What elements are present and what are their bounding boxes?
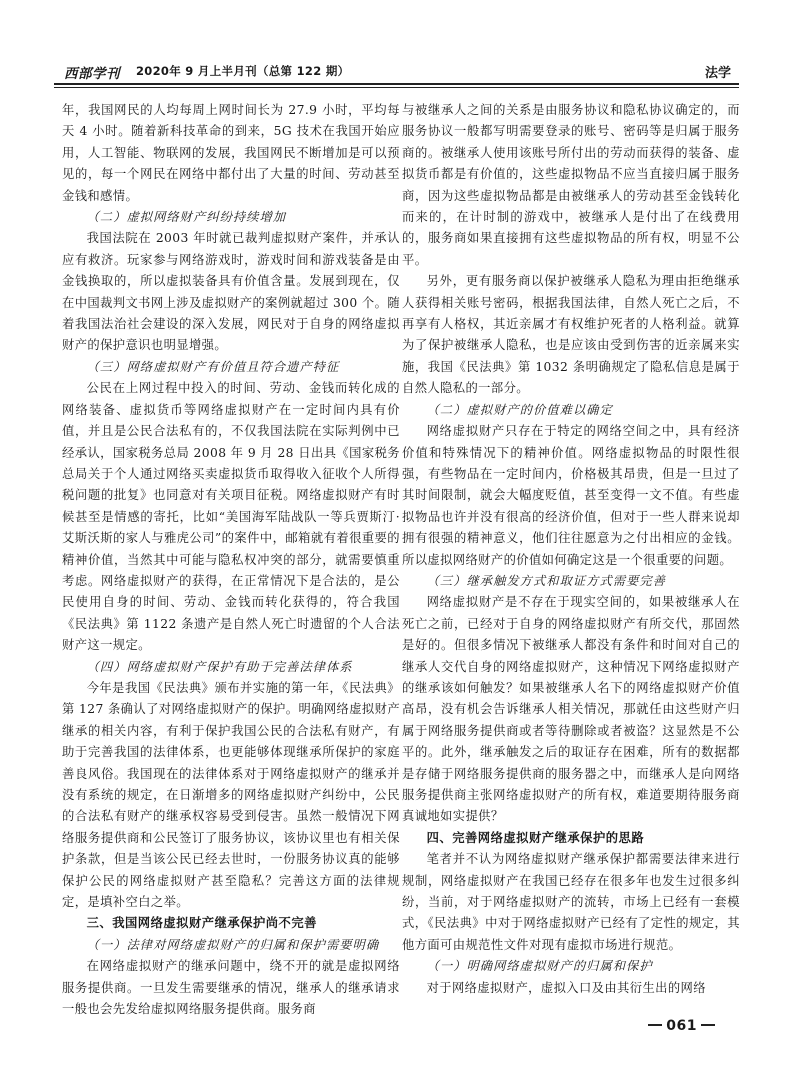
right-column [402,100,740,999]
paragraph: 对于网络虚拟财产，虚拟入口及由其衍生出的网络 [426,980,706,995]
subsection-heading: （一）法律对网络虚拟财产的归属和保护需要明确 [86,937,380,952]
paragraph: 网络虚拟财产只存在于特定的网络空间之中，具有经济价值和特殊情况下的精神价值。网络虚拟物品的时限性很强，有些物品在一定时间内，价格极其昂贵，但是一旦过了其时间限制，就会大幅度贬值，甚至变得一文不值。有些虚拟物品也许并没有很高的经济价值，但对于一些人群来说却拥有很强的精神意义，他们往往愿意为之付出相应的金钱。所以虚拟网络财产的价值如何确定这是一个很重要的问题。 [402,424,740,567]
paragraph: 笔者并不认为网络虚拟财产继承保护都需要法律来进行规制，网络虚拟财产在我国已经存在很多年也发生过很多纠纷，当前，对于网络虚拟财产的流转，市场上已经有一套模式，《民法典》中对于网络虚拟财产已经有了定性的规定，其他方面可由规范性文件对现有虚拟市场进行规范。 [402,852,740,952]
page-number-dash-left [648,1024,662,1026]
page-number [648,1018,715,1034]
subsection-heading: （三）网络虚拟财产有价值且符合遗产特征 [86,359,340,374]
subsection-heading: （二）虚拟财产的价值难以确定 [426,402,613,417]
page-number-dash-right [701,1024,715,1026]
header-rule-thin [54,87,739,88]
paragraph: 公民在上网过程中投入的时间、劳动、金钱而转化成的网络装备、虚拟货币等网络虚拟财产在一定时间内具有价值，并且是公民合法私有的，不仅我国法院在实际判例中已经承认，国家税务总局 2008 年 9 月 28 日出具《国家税务总局关于个人通过网络买卖虚拟货币取得收入征收个人所得税问题的批复》也同意对有关项目征税。网络虚拟财产有时候甚至是情感的寄托，比如“美国海军陆战队一等兵贾斯汀·艾斯沃斯的家人与雅虎公司”的案件中，邮箱就有着很重要的精神价值，当然其中可能与隐私权冲突的部分，就需要慎重考虑。网络虚拟财产的获得，在正常情况下是合法的，是公民使用自身的时间、劳动、金钱而转化获得的，符合我国《民法典》第 1122 条遗产是自然人死亡时遗留的个人合法财产这一规定。 [62,381,400,653]
paragraph: 网络虚拟财产是不存在于现实空间的，如果被继承人在死亡之前，已经对于自身的网络虚拟财产有所交代，那固然是好的。但很多情况下被继承人都没有条件和时间对自己的继承人交代自身的网络虚拟财产，这种情况下网络虚拟财产的继承该如何触发？如果被继承人名下的网络虚拟财产价值高昂，没有机会告诉继承人相关情况，那就任由这些财产归属于网络服务提供商或者等待删除或者被盗？这显然是不公平的。此外，继承触发之后的取证存在困难，所有的数据都是存储于网络服务提供商的服务器之中，而继承人是向网络服务提供商主张网络虚拟财产的所有权，难道要期待服务商真诚地如实提供？ [402,595,740,824]
left-column [62,100,400,1020]
header-rule [54,83,739,85]
paragraph: 我国法院在 2003 年时就已裁判虚拟财产案件，并承认应有救济。玩家参与网络游戏时，游戏时间和游戏装备是由金钱换取的，所以虚拟装备具有价值含量。发展到现在，仅在中国裁判文书网上涉及虚拟财产的案例就超过 300 个。随着我国法治社会建设的深入发展，网民对于自身的网络虚拟财产的保护意识也明显增强。 [62,231,401,353]
subsection-heading: （二）虚拟网络财产纠纷持续增加 [86,210,287,225]
section-name: 法学 [704,66,731,81]
paragraph: 在网络虚拟财产的继承问题中，绕不开的就是虚拟网络服务提供商。一旦发生需要继承的情况，继承人的继承请求一般也会先发给虚拟网络服务提供商。服务商 [62,959,400,1017]
journal-name: 西部学刊 [64,66,120,82]
section-heading: 三、我国网络虚拟财产继承保护尚不完善 [86,916,317,931]
paragraph: 年，我国网民的人均每周上网时间长为 27.9 小时，平均每天 4 小时。随着新科技革命的到来，5G 技术在我国开始应用，人工智能、物联网的发展，我国网民不断增加是可以预见的，每一个网民在网络中都付出了大量的时间、劳动甚至金钱和感情。 [62,103,400,203]
subsection-heading: （一）明确网络虚拟财产的归属和保护 [426,959,653,974]
running-header [54,50,739,90]
page-number-value: 061 [666,1018,697,1034]
subsection-heading: （三）继承触发方式和取证方式需要完善 [426,573,666,588]
paragraph: 与被继承人之间的关系是由服务协议和隐私协议确定的，而服务协议一般都写明需要登录的账号、密码等是归属于服务商的。被继承人使用该账号所付出的劳动而获得的装备、虚拟货币都是有价值的，这些虚拟物品不应当直接归属于服务商，因为这些虚拟物品都是由被继承人的劳动甚至金钱转化而来的，在计时制的游戏中，被继承人是付出了在线费用的，服务商如果直接拥有这些虚拟物品的所有权，明显不公平。 [402,103,740,267]
paragraph: 今年是我国《民法典》颁布并实施的第一年，《民法典》第 127 条确认了对网络虚拟财产的保护。明确网络虚拟财产继承的相关内容，有利于保护我国公民的合法私有财产，有助于完善我国的法律体系，也更能够体现继承所保护的家庭善良风俗。我国现在的法律体系对于网络虚拟财产的继承并没有系统的规定，在日渐增多的网络虚拟财产纠纷中，公民的合法私有财产的继承权容易受到侵害。虽然一般情况下网络服务提供商和公民签订了服务协议，该协议里也有相关保护条款，但是当该公民已经去世时，一份服务协议真的能够保护公民的网络虚拟财产甚至隐私？完善这方面的法律规定，是填补空白之举。 [62,680,401,910]
paragraph: 另外，更有服务商以保护被继承人隐私为理由拒绝继承人获得相关账号密码，根据我国法律，自然人死亡之后，不再享有人格权，其近亲属才有权维护死者的人格利益。就算为了保护被继承人隐私，也是应该由受到伤害的近亲属来实施，我国《民法典》第 1032 条明确规定了隐私信息是属于自然人隐私的一部分。 [402,274,740,396]
subsection-heading: （四）网络虚拟财产保护有助于完善法律体系 [86,659,353,674]
issue-info: 2020年 9 月上半月刊（总第 122 期） [136,64,350,78]
section-heading: 四、完善网络虚拟财产继承保护的思路 [426,830,645,845]
